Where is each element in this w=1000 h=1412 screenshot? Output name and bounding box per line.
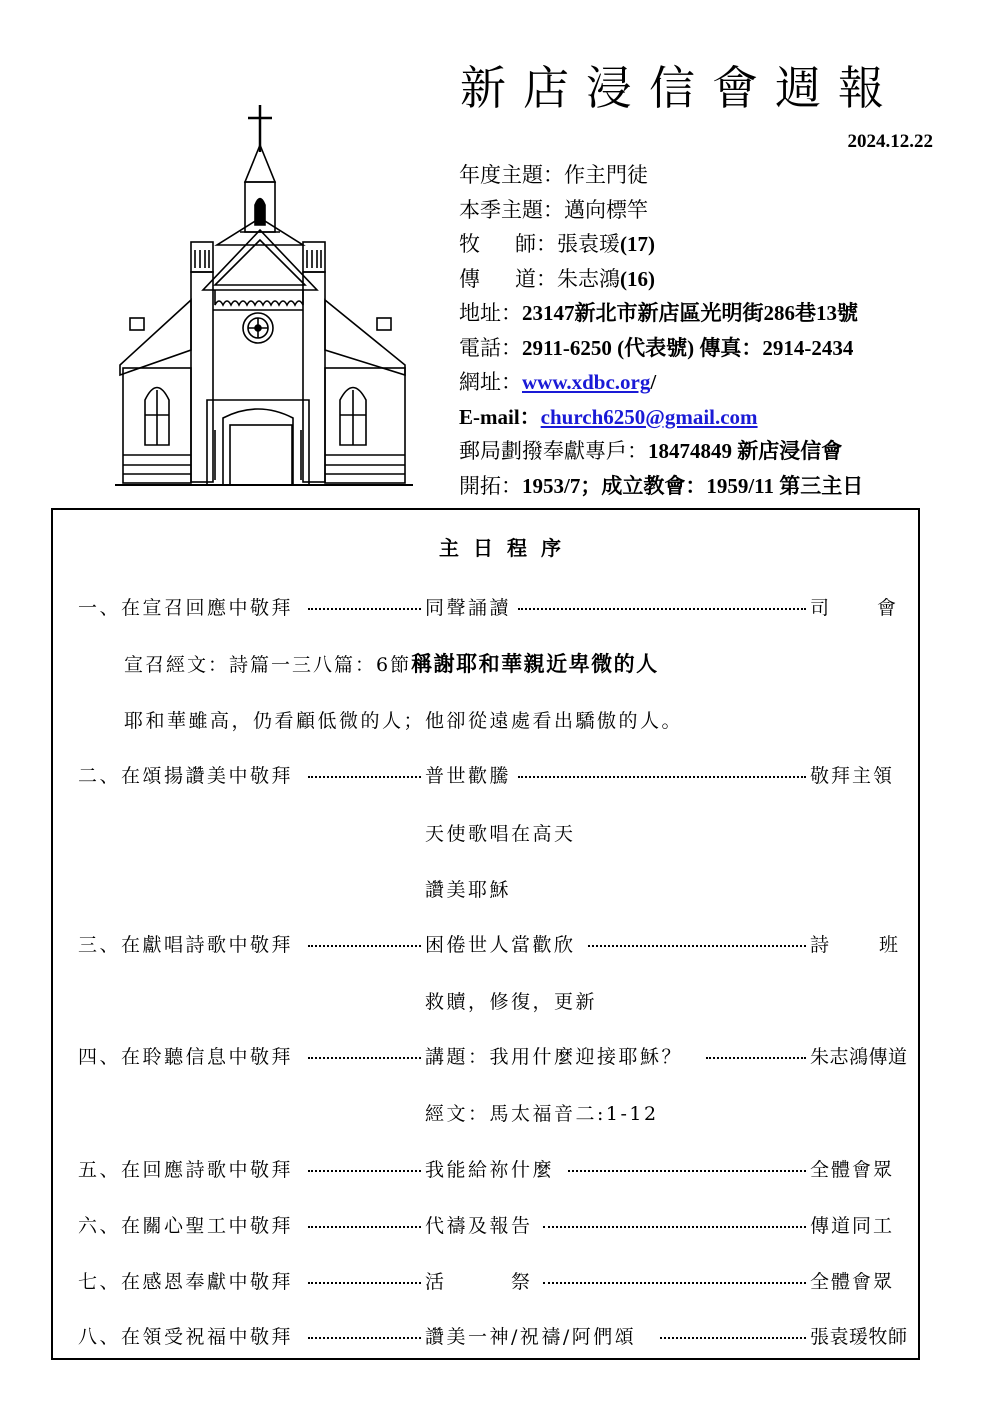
call-verse: 宣召經文：詩篇一三八篇：6節稱謝耶和華親近卑微的人 <box>124 652 659 676</box>
hymn-2-extra-1: 天使歌唱在高天 <box>425 823 576 845</box>
dot-leader <box>308 1282 421 1284</box>
founded-line: 開拓：1953/7；成立教會：1959/11 第三主日 <box>459 473 864 498</box>
bulletin-title: 新店浸信會週報 <box>460 61 901 115</box>
church-illustration <box>115 100 415 490</box>
dot-leader <box>543 1226 806 1228</box>
order-row-7: 七、在感恩奉獻中敬拜 活 祭 全體會眾 <box>78 1271 895 1293</box>
scripture: 經文：馬太福音二:1-12 <box>425 1103 659 1125</box>
website-line: 網址：www.xdbc.org/ <box>459 370 657 394</box>
order-row-6: 六、在關心聖工中敬拜 代禱及報告 傳道同工 <box>78 1215 895 1237</box>
dot-leader <box>308 1170 421 1172</box>
address-line: 地址：23147新北市新店區光明街286巷13號 <box>459 301 858 325</box>
dot-leader <box>706 1057 806 1059</box>
preacher-line: 傳 道：朱志鴻(16) <box>459 266 655 291</box>
season-theme: 本季主題：邁向標竿 <box>459 197 648 222</box>
dot-leader <box>308 608 421 610</box>
church-info <box>459 158 959 503</box>
year-theme: 年度主題：作主門徒 <box>459 163 648 187</box>
dot-leader <box>308 1226 421 1228</box>
order-row-5: 五、在回應詩歌中敬拜 我能給祢什麼 全體會眾 <box>78 1159 895 1181</box>
email-link[interactable]: church6250@gmail.com <box>540 404 758 429</box>
hymn-3-extra: 救贖，修復，更新 <box>425 991 598 1013</box>
order-row-8: 八、在領受祝福中敬拜 讚美一神/祝禱/阿們頌 張袁瑗牧師 <box>78 1326 908 1348</box>
dot-leader <box>308 945 421 947</box>
dot-leader <box>660 1337 806 1339</box>
dot-leader <box>543 1282 806 1284</box>
postal-line: 郵局劃撥奉獻專戶：18474849 新店浸信會 <box>459 439 843 463</box>
dot-leader <box>518 776 806 778</box>
order-row-2: 二、在頌揚讚美中敬拜 普世歡騰 敬拜主領 <box>78 765 895 787</box>
dot-leader <box>518 608 806 610</box>
dot-leader <box>308 776 421 778</box>
email-line: E-mail：church6250@gmail.com <box>459 404 758 429</box>
dot-leader <box>588 945 806 947</box>
dot-leader <box>308 1057 421 1059</box>
dot-leader <box>308 1337 421 1339</box>
order-row-1: 一、在宣召回應中敬拜 同聲誦讀 司 會 <box>78 597 898 619</box>
order-row-3: 三、在獻唱詩歌中敬拜 困倦世人當歡欣 詩 班 <box>78 934 900 956</box>
bulletin-date: 2024.12.22 <box>847 131 933 152</box>
website-link[interactable]: www.xdbc.org <box>522 370 651 394</box>
call-verse-text: 耶和華雖高，仍看顧低微的人；他卻從遠處看出驕傲的人。 <box>124 710 684 732</box>
worship-order-title: 主日程序 <box>439 536 575 560</box>
order-row-4: 四、在聆聽信息中敬拜 講題：我用什麼迎接耶穌？ 朱志鴻傳道 <box>78 1046 908 1068</box>
pastor-line: 牧 師：張袁瑗(17) <box>459 232 655 256</box>
phone-line: 電話：2911-6250 (代表號) 傳真：2914-2434 <box>459 335 854 360</box>
dot-leader <box>568 1170 806 1172</box>
hymn-2-extra-2: 讚美耶穌 <box>425 879 512 901</box>
